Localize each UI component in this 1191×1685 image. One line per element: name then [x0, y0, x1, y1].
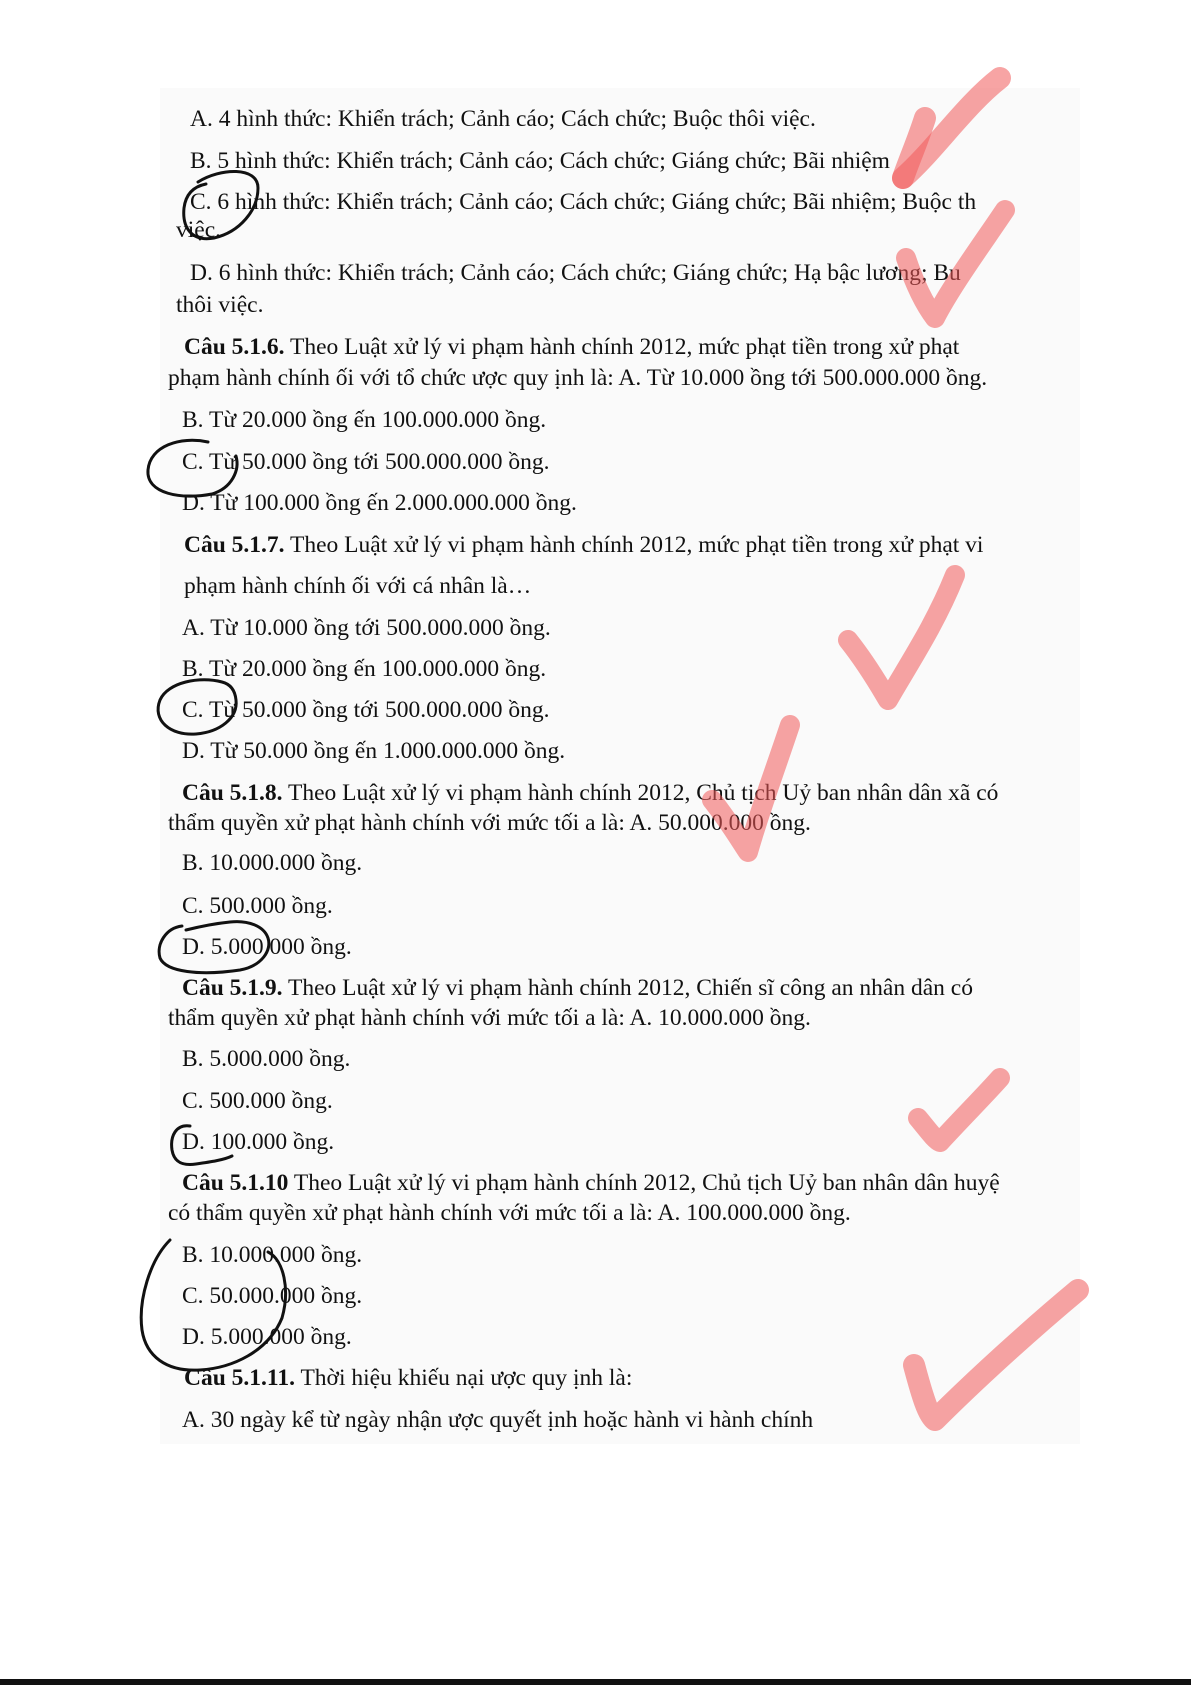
- page-bottom-rule: [0, 1679, 1191, 1685]
- question-q519: Câu 5.1.9. Theo Luật xử lý vi phạm hành chính 2012, Chiến sĩ công an nhân dân có: [182, 975, 973, 1001]
- question-q5110-cont: có thẩm quyền xử phạt hành chính với mức tối a là: A. 100.000.000 ồng.: [168, 1200, 851, 1226]
- question-number: Câu 5.1.6.: [184, 334, 285, 360]
- question-number: Câu 5.1.9.: [182, 975, 283, 1001]
- option-a-q515: A. 4 hình thức: Khiển trách; Cảnh cáo; Cách chức; Buộc thôi việc.: [190, 106, 816, 132]
- option-d-q518: D. 5.000.000 ồng.: [182, 934, 352, 960]
- option-a-q517: A. Từ 10.000 ồng tới 500.000.000 ồng.: [182, 615, 551, 641]
- question-number: Câu 5.1.7.: [184, 532, 285, 558]
- question-q518-cont: thẩm quyền xử phạt hành chính với mức tối a là: A. 50.000.000 ồng.: [168, 810, 811, 836]
- option-c-q5110: C. 50.000.000 ồng.: [182, 1283, 363, 1309]
- question-q519-cont: thẩm quyền xử phạt hành chính với mức tối a là: A. 10.000.000 ồng.: [168, 1005, 811, 1031]
- option-a-q5111: A. 30 ngày kể từ ngày nhận ược quyết ịnh hoặc hành vi hành chính: [182, 1407, 814, 1433]
- option-b-q517: B. Từ 20.000 ồng ến 100.000.000 ồng.: [182, 656, 547, 682]
- option-b-q515: B. 5 hình thức: Khiển trách; Cảnh cáo; Cách chức; Giáng chức; Bãi nhiệm: [190, 148, 890, 174]
- question-q5111: Câu 5.1.11. Thời hiệu khiếu nại ược quy ịnh là:: [184, 1365, 633, 1391]
- option-c-q516: C. Từ 50.000 ồng tới 500.000.000 ồng.: [182, 449, 550, 475]
- option-c-q517: C. Từ 50.000 ồng tới 500.000.000 ồng.: [182, 697, 550, 723]
- option-c-q518: C. 500.000 ồng.: [182, 893, 333, 919]
- option-b-q516: B. Từ 20.000 ồng ến 100.000.000 ồng.: [182, 407, 547, 433]
- question-number: Câu 5.1.8.: [182, 780, 283, 806]
- option-d-q5110: D. 5.000.000 ồng.: [182, 1324, 352, 1350]
- question-q518: Câu 5.1.8. Theo Luật xử lý vi phạm hành chính 2012, Chủ tịch Uỷ ban nhân dân xã có: [182, 780, 999, 806]
- option-d-q515: D. 6 hình thức: Khiển trách; Cảnh cáo; Cách chức; Giáng chức; Hạ bậc lương; Bu: [190, 260, 961, 286]
- option-d-q515-cont: thôi việc.: [176, 292, 264, 318]
- option-b-q519: B. 5.000.000 ồng.: [182, 1046, 351, 1072]
- option-d-q516: D. Từ 100.000 ồng ến 2.000.000.000 ồng.: [182, 490, 577, 516]
- question-q517-cont: phạm hành chính ối với cá nhân là…: [184, 573, 532, 599]
- option-c-q519: C. 500.000 ồng.: [182, 1088, 333, 1114]
- question-q516: Câu 5.1.6. Theo Luật xử lý vi phạm hành chính 2012, mức phạt tiền trong xử phạt: [184, 334, 960, 360]
- question-q517: Câu 5.1.7. Theo Luật xử lý vi phạm hành chính 2012, mức phạt tiền trong xử phạt vi: [184, 532, 984, 558]
- option-b-q518: B. 10.000.000 ồng.: [182, 850, 363, 876]
- question-number: Câu 5.1.11.: [184, 1365, 295, 1391]
- option-c-q515-cont: việc.: [176, 217, 222, 243]
- question-q5110: Câu 5.1.10 Theo Luật xử lý vi phạm hành chính 2012, Chủ tịch Uỷ ban nhân dân huyệ: [182, 1170, 1000, 1196]
- option-d-q519: D. 100.000 ồng.: [182, 1129, 335, 1155]
- question-q516-cont: phạm hành chính ối với tổ chức ược quy ịnh là: A. Từ 10.000 ồng tới 500.000.000 ồng.: [168, 365, 988, 391]
- option-b-q5110: B. 10.000.000 ồng.: [182, 1242, 363, 1268]
- option-d-q517: D. Từ 50.000 ồng ến 1.000.000.000 ồng.: [182, 738, 566, 764]
- option-c-q515: C. 6 hình thức: Khiển trách; Cảnh cáo; Cách chức; Giáng chức; Bãi nhiệm; Buộc th: [190, 189, 977, 215]
- question-number: Câu 5.1.10: [182, 1170, 289, 1196]
